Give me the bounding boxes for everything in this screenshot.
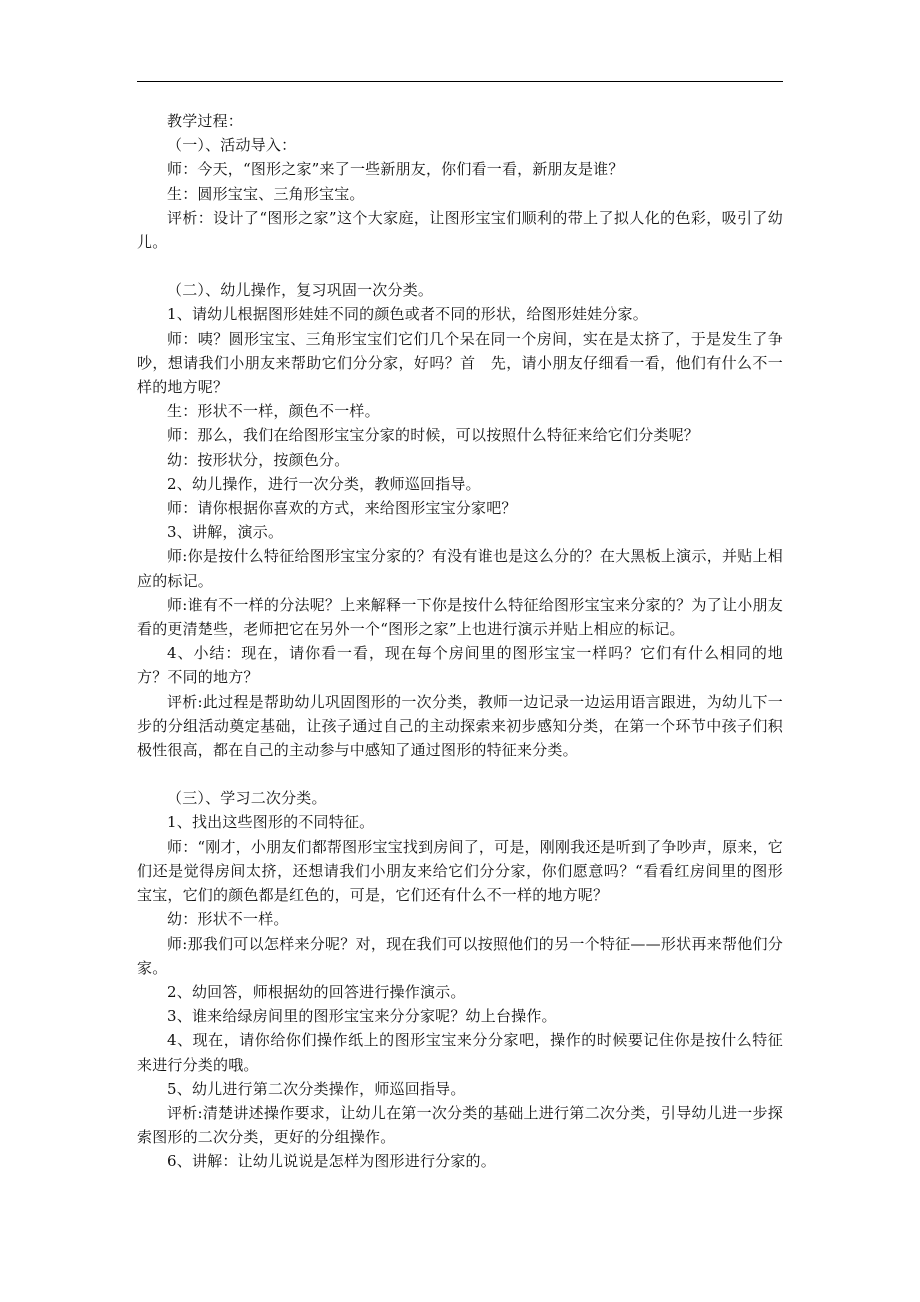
paragraph: 3、谁来给绿房间里的图形宝宝来分分家呢？幼上台操作。 <box>167 1007 557 1026</box>
paragraph: 评析:此过程是帮助幼儿巩固图形的一次分类，教师一边记录一边运用语言跟进，为幼儿下一步的分组活动奠定基础，让孩子通过自己的主动探索来初步感知分类，在第一个环节中孩子们积极性很高，都在自己的主动参与中感知了通过图形的特征来分类。 <box>137 692 783 760</box>
paragraph: 师:那我们可以怎样来分呢？对，现在我们可以按照他们的另一个特征——形状再来帮他们分家。 <box>137 934 783 977</box>
paragraph: 师：今天，“图形之家”来了一些新朋友，你们看一看，新朋友是谁？ <box>167 160 624 179</box>
paragraph: 6、讲解：让幼儿说说是怎样为图形进行分家的。 <box>167 1152 496 1171</box>
paragraph: 4、小结：现在，请你看一看，现在每个房间里的图形宝宝一样吗？它们有什么相同的地方？不同的地方？ <box>137 644 783 687</box>
section-heading-3: （三）、学习二次分类。 <box>167 789 327 808</box>
paragraph: 幼：形状不一样。 <box>167 910 289 929</box>
paragraph: 师:你是按什么特征给图形宝宝分家的？有没有谁也是这么分的？在大黑板上演示，并贴上相应的标记。 <box>137 547 783 590</box>
paragraph: 4、现在，请你给你们操作纸上的图形宝宝来分分家吧，操作的时候要记住你是按什么特征来进行分类的哦。 <box>137 1031 783 1074</box>
paragraph-gap <box>137 254 783 278</box>
paragraph: 3、讲解，演示。 <box>167 523 284 542</box>
paragraph: 师：请你根据你喜欢的方式，来给图形宝宝分家吧？ <box>167 499 517 518</box>
paragraph: 师：咦？圆形宝宝、三角形宝宝们它们几个呆在同一个房间，实在是太挤了，于是发生了争吵，想请我们小朋友来帮助它们分分家，好吗？首 先，请小朋友仔细看一看，他们有什么不一样的地方呢？ <box>137 329 783 397</box>
paragraph: 1、请幼儿根据图形娃娃不同的颜色或者不同的形状，给图形娃娃分家。 <box>167 305 648 324</box>
paragraph: 2、幼儿操作，进行一次分类，教师巡回指导。 <box>167 474 481 493</box>
paragraph: 生：形状不一样，颜色不一样。 <box>167 402 380 421</box>
paragraph-gap <box>137 762 783 786</box>
paragraph: 5、幼儿进行第二次分类操作，师巡回指导。 <box>167 1079 466 1098</box>
paragraph: 幼：按形状分，按颜色分。 <box>167 450 350 469</box>
paragraph: 师：那么，我们在给图形宝宝分家的时候，可以按照什么特征来给它们分类呢？ <box>167 426 700 445</box>
paragraph: 2、幼回答，师根据幼的回答进行操作演示。 <box>167 982 466 1001</box>
section-heading-1: （一）、活动导入： <box>167 136 297 155</box>
section-heading-2: （二）、幼儿操作，复习巩固一次分类。 <box>167 281 434 300</box>
paragraph: 师：“刚才，小朋友们都帮图形宝宝找到房间了，可是，刚刚我还是听到了争吵声，原来，它们还是觉得房间太挤，还想请我们小朋友来给它们分分家，你们愿意吗？“看看红房间里的图形宝宝，它们的颜色都是红色的，可是，它们还有什么不一样的地方呢？ <box>137 837 783 905</box>
section-heading-process: 教学过程： <box>167 112 244 130</box>
paragraph: 1、找出这些图形的不同特征。 <box>167 813 375 832</box>
paragraph: 评析:清楚讲述操作要求，让幼儿在第一次分类的基础上进行第二次分类，引导幼儿进一步探索图形的二次分类，更好的分组操作。 <box>137 1103 783 1147</box>
paragraph: 评析：设计了“图形之家”这个大家庭，让图形宝宝们顺利的带上了拟人化的色彩，吸引了幼儿。 <box>137 208 783 252</box>
document-body <box>137 109 783 1174</box>
paragraph: 生：圆形宝宝、三角形宝宝。 <box>167 184 365 203</box>
header-rule <box>137 81 783 82</box>
paragraph: 师:谁有不一样的分法呢？上来解释一下你是按什么特征给图形宝宝来分家的？为了让小朋友看的更清楚些，老师把它在另外一个“图形之家”上也进行演示并贴上相应的标记。 <box>137 595 783 639</box>
